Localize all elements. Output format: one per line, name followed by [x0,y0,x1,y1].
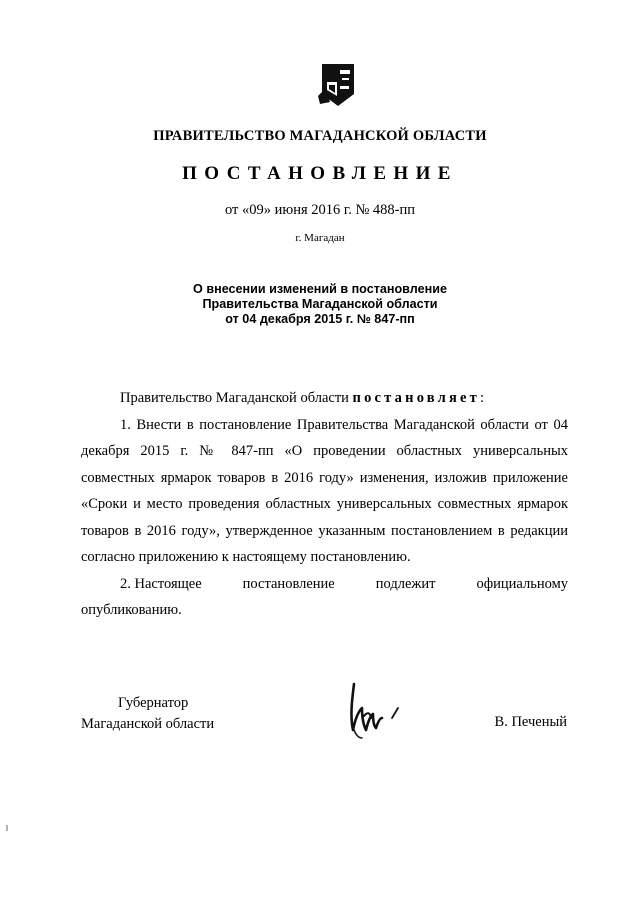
paragraph-2 [81,571,568,624]
signer-title-line: Магаданской области [81,716,215,732]
signer-title [81,693,214,735]
scan-margin-mark [6,825,8,831]
intro-colon: : [479,390,484,406]
government-name: ПРАВИТЕЛЬСТВО МАГАДАНСКОЙ ОБЛАСТИ [153,128,487,144]
signer-name: В. Печеный [494,714,567,730]
subject-line: от 04 декабря 2015 г. № 847-пп [225,312,415,326]
intro-decree-word: постановляет [352,390,480,406]
intro-text: Правительство Магаданской области [120,390,353,406]
intro-paragraph [81,385,568,412]
document-body [81,385,568,624]
paragraph-1: 1. Внести в постановление Правительства Магаданской области от 04 декабря 2015 г. № 847-пп «О проведении областных универсальных совместных ярмарок товаров в 2016 году» изменения, изложив приложение «Сроки и место проведения областных универсальных совместных ярмарок товаров в 2016 году», утвержденное указанным постановлением в редакции согласно приложению к настоящему постановлению. [81,416,568,565]
document-date-number: от «09» июня 2016 г. № 488-пп [224,202,416,218]
signer-title-line: Губернатор [118,695,189,711]
paragraph-2-word: подлежит [375,575,436,592]
document-subject [0,282,640,327]
paragraph-2-word: официальному [476,575,568,592]
document-city: г. Магадан [295,232,345,244]
document-type-title: ПОСТАНОВЛЕНИЕ [182,163,458,184]
handwritten-signature-icon [340,672,402,742]
paragraph-2-first-line [81,571,568,598]
paragraph-2-last-line: опубликованию. [81,602,182,618]
coat-of-arms-icon [318,62,358,108]
subject-line: О внесении изменений в постановление [193,282,447,296]
paragraph-2-word: 2. Настоящее [120,575,202,592]
subject-line: Правительства Магаданской области [202,297,438,311]
paragraph-2-word: постановление [242,575,335,592]
